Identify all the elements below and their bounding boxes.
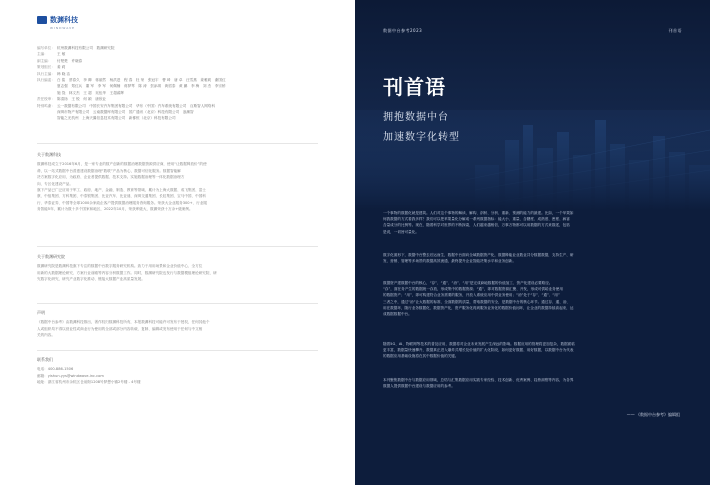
text-line: 是说，一切皆可量化。: [383, 229, 419, 234]
text-line: 数字化面形下，数据中台整去后运而生，数据中台面向全域数据资产化，数据释能业业数业共分数据数据，支持生产、研: [383, 253, 574, 257]
text-line: 向、专区化建设产品。: [37, 181, 73, 186]
logo-subtitle: WINDWAVE: [50, 26, 76, 30]
header-publication: 数据中台参考2023: [383, 28, 423, 33]
credit-label: 主编：: [37, 52, 48, 57]
text-line: 的数据应用基础设施将在其中数据价值的关键。: [383, 354, 459, 359]
about-institute-text: [37, 263, 318, 282]
text-line: “存”，面在务产生的数据统一存放，形成集中的数据资源；“通”，即对数据资源汇聚、开发，形成可供给业务使用: [383, 287, 563, 292]
contact-section: [37, 357, 318, 386]
divider: [37, 143, 318, 144]
editorial-paragraph-2: [383, 252, 681, 264]
credit-label: 策划组长：: [37, 65, 55, 70]
credit-value: 陈清扬 王 锐 何 颖 唐欣业: [57, 97, 107, 102]
credit-value: 王 敏: [57, 52, 66, 57]
text-line: 本刊聚焦数据中台与数据应用领域，总结与汇集数据应用实践专家经验、技术创新、优秀案例、趋势洞察等内容，为各界: [383, 378, 574, 382]
text-line: 旗下产品已广泛应用于军工、政府、地产、金融、制造、教育等领域，累计为上海大数据、成飞集团、富士: [37, 188, 206, 193]
divider: [37, 246, 318, 247]
text-line: 随着5G、AI、物联网等技术的普及应用，数据将对企业未来发展产生深远的影响。数据应用的管理将更加复杂，数据面临: [383, 342, 575, 346]
text-line: 数据资产建数据中台的核心，“存”、“通”、“治”、“用”是完成商地数据的价值加工、资产化建设必要路径。: [383, 281, 553, 285]
text-line: 数渊研究院是数渊科技旗下专注的数据中台数字服务研究机构。致力于用用场景和企业价值中心、全方位: [37, 264, 203, 269]
text-line: 数渊科技成立于2016年6月，是一家专业的数产创新的数据治理数据资源供应商，使用“让数据释放价”的使: [37, 162, 207, 167]
credit-label: 特别鸣谢：: [37, 103, 55, 108]
text-line: 邮箱：yishun.yys@windwave-inc.com: [37, 373, 104, 378]
subtitle-line-1: 拥抱数据中台: [383, 112, 449, 123]
credit-value: 夏志强 郑红兵 董 军 李 军 何佩楠 蒋梦琴 陈 涛 贺添琪 黄招泰 黄 鹏 李 梅 刘 杰 李宗桥: [57, 84, 226, 89]
credits-list: [37, 45, 327, 122]
credit-label: 责任校审：: [37, 97, 55, 102]
credit-label: 编写单位：: [37, 46, 55, 50]
contact-title: 联系我们: [37, 357, 53, 362]
editorial-paragraph-4: [383, 341, 681, 360]
text-line: 行、华泰证券、中国等全球1000余家政企客户提供数据治理服务咨询服务。荣获大企业服务300+、行业服: [37, 200, 207, 205]
text-line: 含量成分的比例等。现在，随着科学对世界的不断探索，人们越来越相信，万事万物都可以用数据的方式来描述，包括: [383, 223, 570, 228]
credit-value: 韩 晓 洁: [57, 71, 71, 76]
credit-value: 杭州数渊科技有限公司 数渊研究院: [57, 46, 115, 50]
text-line: 决方案数字化应用，为政府、企业者提供数据、技术支持。实施数据治理等一体化数据治理方: [37, 175, 185, 180]
text-line: 地址：浙江省杭州市余杭区仓前街1208号梦想小镇2号楼 - 4号楼: [37, 380, 141, 385]
running-header: [383, 28, 682, 34]
right-page: [355, 0, 710, 485]
credit-value: 付楚楚 许晓春: [57, 58, 83, 63]
text-line: 何我数据的方式看我多样？我们可以把苹果量化分解成一系列数据指标：能大小、重量、含糖度、成熟度、密度、病害: [383, 217, 570, 222]
divider: [37, 303, 318, 304]
text-line: 关的内容。: [37, 333, 55, 338]
credit-label: [37, 115, 57, 121]
text-line: 三者之中，通过“治”让大数据的标准、全面数据的质量，帮取数据的安全，是数据中台的核心环节。通过存、通、治、: [383, 299, 571, 304]
text-line: 数据人提供数据中台建设与数据应用的参考。: [383, 384, 455, 389]
logo-icon: [37, 16, 47, 24]
signature: —— 《数据中台参考》编辑组: [626, 412, 680, 417]
text-line: 的数据资产；“用”，即可构建符合业务需要的服务，开放入系统应用中供业务使用；“治”处于“存”、“通”、“用”: [383, 293, 560, 298]
credit-value: 施 饶 林文杰 王 超 吴伍华 王超睿辉: [57, 90, 124, 95]
about-company-text: [37, 161, 318, 212]
editorial-paragraph-3: [383, 280, 681, 317]
editorial-paragraph-5: [383, 377, 681, 389]
text-line: 更丰富，数据量快速攀升，数据真正进入爆炸式增长及价值的扩大化阶段，如何更好数据、用好数据，以数据中台为代表: [383, 348, 574, 353]
text-line: 成数据数据中台。: [383, 312, 412, 317]
page-title: 刊首语: [383, 75, 446, 99]
contact-text: [37, 366, 318, 385]
credit-row: [37, 115, 327, 121]
credit-value: 智能之光杭州 上海天翼信息技术有限公司 新都恒（北京）科技有限公司: [57, 116, 176, 121]
credit-value: 白 铭 蔡春久 李 卿 蒋丽然 杨洪进 程 春 杜 荣 张冠宇 曹 琦 唐 卓 汪雪燕 姜雅莉 谢国红: [57, 78, 226, 83]
text-line: 电话：400-886-1506: [37, 367, 74, 372]
text-line: 发、营销、管理等多场景的数据高效流通，最终提升企业智能决策水平和业务创新。: [383, 259, 516, 264]
header-section: 刊首语: [668, 28, 682, 33]
city-skyline-graphic: [355, 110, 710, 210]
brand-logo: [37, 16, 78, 24]
text-line: 用在数据环，随行业务数据化、数据资产化，资产服务化再到服务业务化的数据价值闭环，让企业的数据持续高起来，达: [383, 305, 574, 310]
logo-name: 数渊科技: [50, 16, 78, 24]
divider: [37, 350, 318, 351]
subtitle-line-2: 加速数字化转型: [383, 132, 460, 143]
credit-value: 深圳市物产有限公司 云南数据库有限公司 国广通讯（北京）科技有限公司 浪潮智: [57, 110, 194, 115]
text-line: 究数字化研究，研究产业数字化推动、链接大数据产业高质量发展。: [37, 277, 145, 282]
text-line: 人或组织均不得以营业性或商业行为使用的全部或部分内容转载、复制、编辑或发布使用于任何与中文相: [37, 326, 203, 331]
text-line: 一个事物的数据化就是建筑。人们对这个事物的解读、解构、剖析、分析、重新、预测的能力的最建。比如，一个苹果如: [383, 211, 574, 215]
about-company-title: 关于数渊科技: [37, 152, 61, 157]
credit-value: 姜 莉: [57, 65, 66, 70]
credit-value: 云一数据有限公司 中国长安汽车集团有限公司 华东（中国）汽车系统有限公司 百斯智人网络科: [57, 103, 216, 108]
about-company-section: [37, 152, 318, 213]
text-line: 康、中组集团、方科集团、中泰银集团、比亚汽车、比亚迪、深圳交通集团、长虹集团、宝马中国、中国科: [37, 194, 206, 199]
editorial-paragraph-1: [383, 210, 681, 235]
about-institute-title: 关于数渊研究院: [37, 254, 65, 259]
text-line: 务智能5年，累计为数十多个国家和地区，2022年10月，荣获库级大，数渊荣获十万余+级案例。: [37, 207, 193, 212]
text-line: 用新的大数据理论研究、方案行业前瞻等内容分析数据工作。同时，数渊研究院也发行与数据模组理论研究院、研: [37, 270, 217, 275]
credit-label: 执行编委：: [37, 78, 55, 83]
credit-label: 执行主编：: [37, 71, 55, 76]
text-line: 命，以一站式数据中台普惠建设数据治理“数联”产品为核心，数据可信化服务。数据智能解: [37, 168, 181, 173]
statement-section: [37, 310, 318, 339]
about-institute-section: [37, 254, 318, 283]
statement-title: 声明: [37, 310, 45, 315]
credit-label: 副主编：: [37, 58, 52, 63]
text-line: 《数据中台参考》由数渊科技推出，著作权归数渊科技所有，本报数渊科技可能许可发布于授权，任何其他个: [37, 320, 210, 325]
statement-text: [37, 319, 318, 338]
